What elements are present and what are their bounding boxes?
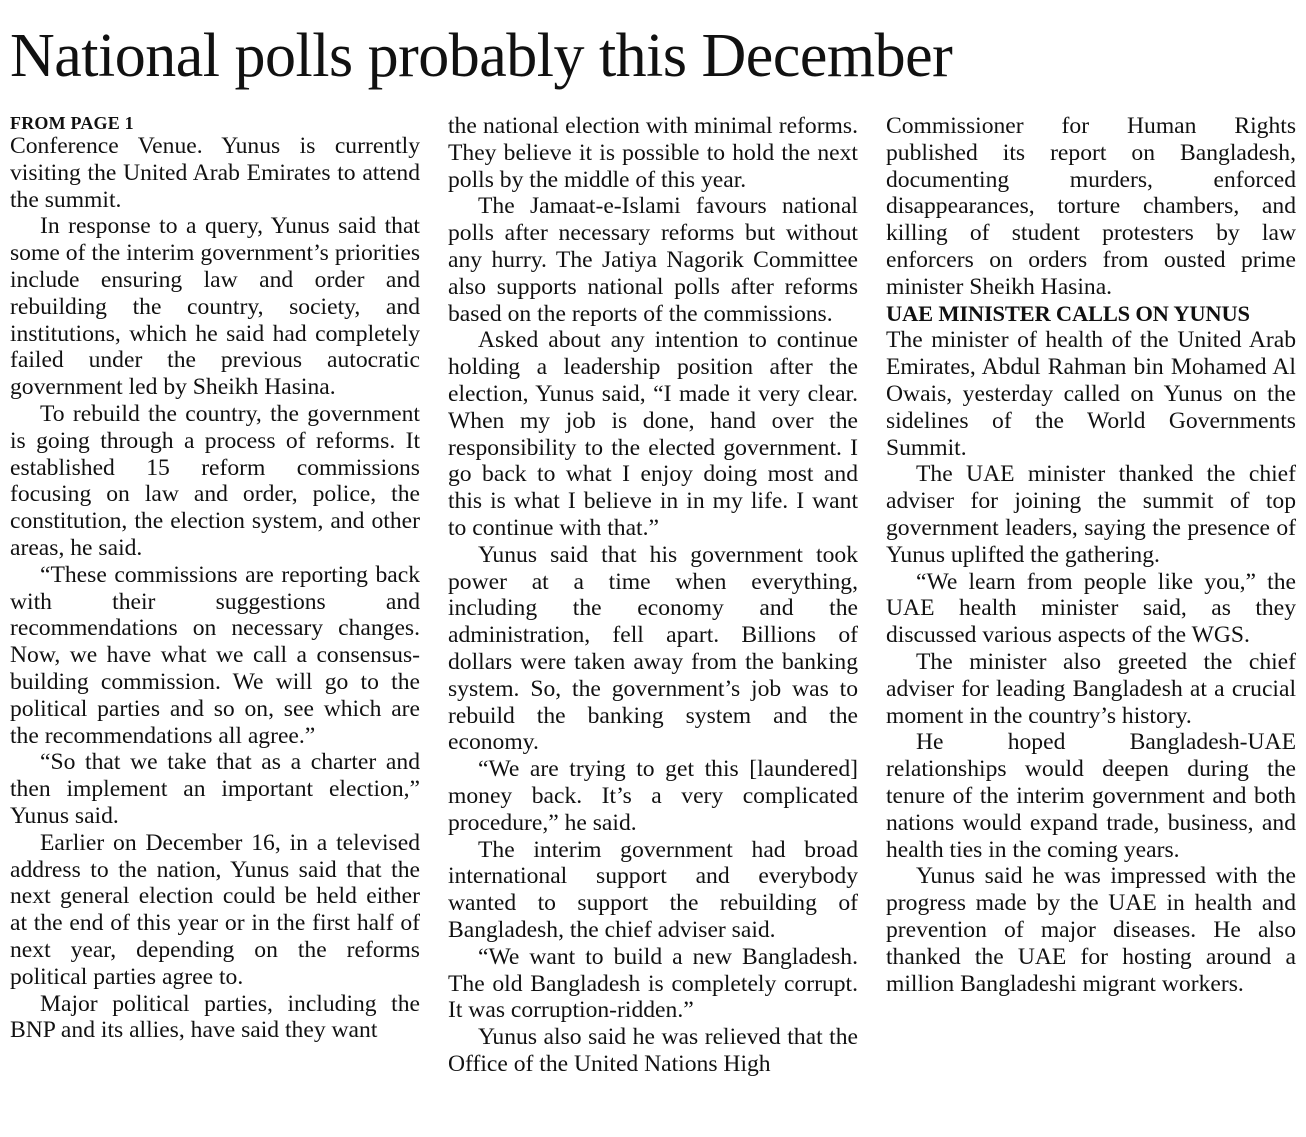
paragraph: Yunus also said he was relieved that the Office of the United Nations High [448,1024,858,1077]
paragraph: Conference Venue. Yunus is currently visiting the United Arab Emirates to attend the summit. [10,133,420,213]
paragraph: the national election with minimal reforms. They believe it is possible to hold the next polls by the middle of this year. [448,113,858,193]
paragraph: The minister also greeted the chief adviser for leading Bangladesh at a crucial moment in the country’s history. [886,648,1296,729]
paragraph: Major political parties, including the BNP and its allies, have said they want [10,990,420,1044]
paragraph: “We want to build a new Bangladesh. The old Bangladesh is completely corrupt. It was corruption-ridden.” [448,943,858,1024]
paragraph: The interim government had broad international support and everybody wanted to support the rebuilding of Bangladesh, the chief adviser said. [448,836,858,943]
paragraph: Yunus said that his government took power at a time when everything, including the economy and the administration, fell apart. Billions of dollars were taken away from the banking system. So, the government’s job was to rebuild the banking system and the economy. [448,541,858,756]
paragraph: The minister of health of the United Arab Emirates, Abdul Rahman bin Mohamed Al Owais, yesterday called on Yunus on the sidelines of the World Governments Summit. [886,327,1296,461]
subheading: UAE MINISTER CALLS ON YUNUS [886,300,1250,326]
paragraph: Commissioner for Human Rights published its report on Bangladesh, documenting murders, enforced disappearances, torture chambers, and killing of student protesters by law enforcers on orders from ousted prime minister Sheikh Hasina. [886,113,1296,300]
paragraph: To rebuild the country, the government is going through a process of reforms. It established 15 reform commissions focusing on law and order, police, the constitution, the election system, and other areas, he said. [10,400,420,561]
paragraph: The UAE minister thanked the chief adviser for joining the summit of top government leaders, saying the presence of Yunus uplifted the gathering. [886,461,1296,568]
paragraph: “These commissions are reporting back with their suggestions and recommendations on necessary changes. Now, we have what we call a consensus-building commission. We will go to the political parties and so on, see which are the recommendations all agree.” [10,561,420,749]
article-column-3 [886,113,1296,1128]
article-column-2 [448,113,858,1128]
paragraph: He hoped Bangladesh-UAE relationships would deepen during the tenure of the interim government and both nations would expand trade, business, and health ties in the coming years. [886,729,1296,863]
paragraph: Earlier on December 16, in a televised address to the nation, Yunus said that the next general election could be held either at the end of this year or in the first half of next year, depending on the reforms political parties agree to. [10,829,420,990]
paragraph: “We learn from people like you,” the UAE health minister said, as they discussed various aspects of the WGS. [886,568,1296,649]
paragraph: Asked about any intention to continue holding a leadership position after the election, Yunus said, “I made it very clear. When my job is done, hand over the responsibility to the elected government. I go back to what I enjoy doing most and this is what I believe in in my life. I want to continue with that.” [448,327,858,541]
article-column-1 [10,113,420,1128]
kicker-from-page-1: FROM PAGE 1 [10,113,134,133]
paragraph: “We are trying to get this [laundered] money back. It’s a very complicated procedure,” he said. [448,756,858,836]
paragraph: “So that we take that as a charter and then implement an important election,” Yunus said. [10,749,420,829]
headline: National polls probably this December [10,22,953,90]
paragraph: The Jamaat-e-Islami favours national polls after necessary reforms but without any hurry. The Jatiya Nagorik Committee also supports national polls after reforms based on the reports of the commissions. [448,193,858,327]
paragraph: Yunus said he was impressed with the progress made by the UAE in health and prevention of major diseases. He also thanked the UAE for hosting around a million Bangladeshi migrant workers. [886,863,1296,997]
paragraph: In response to a query, Yunus said that some of the interim government’s priorities include ensuring law and order and rebuilding the country, society, and institutions, which he said had completely failed under the previous autocratic government led by Sheikh Hasina. [10,213,420,401]
